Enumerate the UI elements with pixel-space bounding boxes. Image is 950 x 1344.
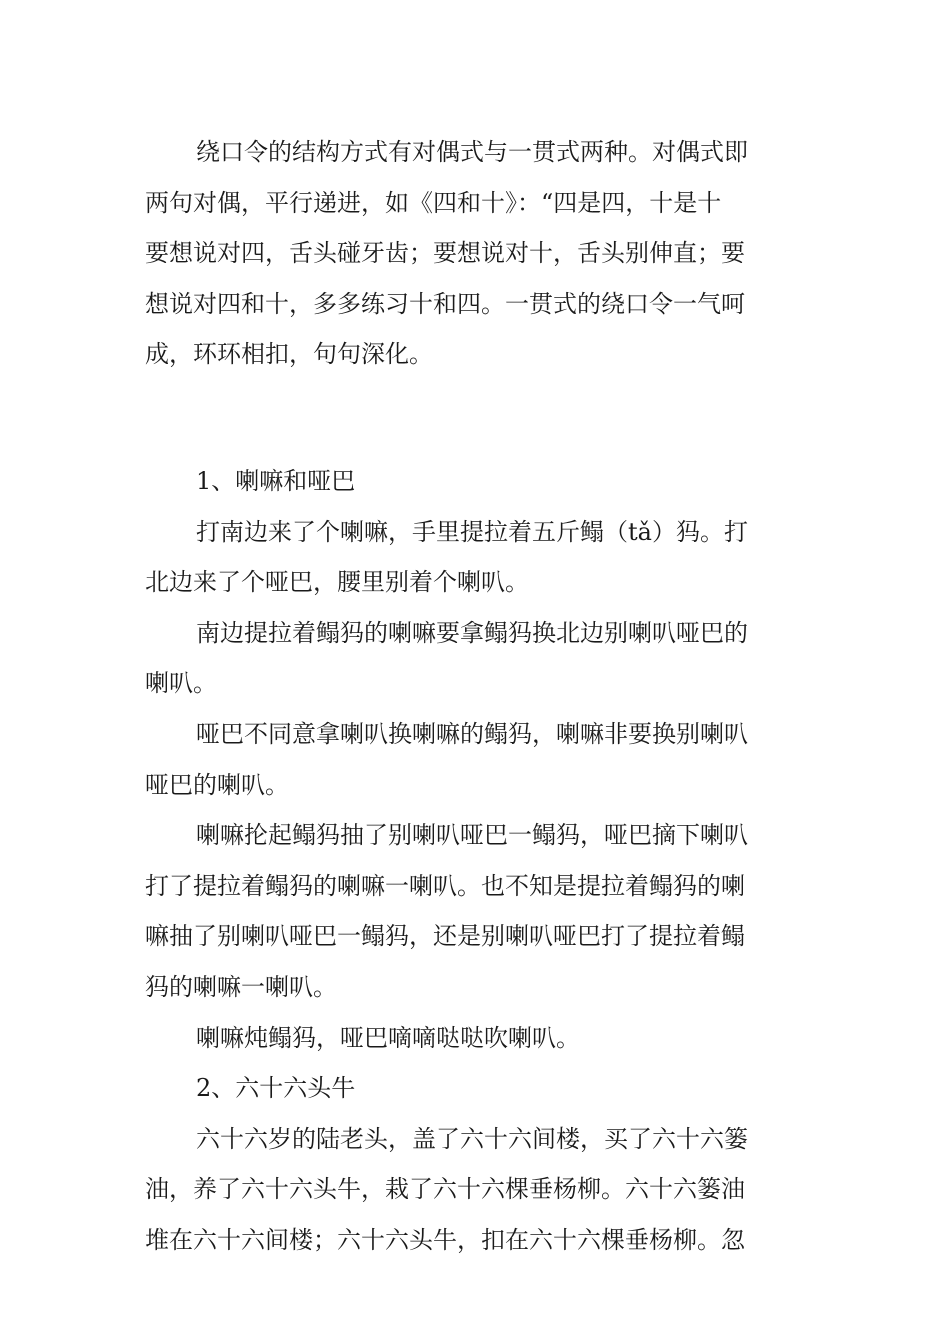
paragraph-line: 要想说对四，舌头碰牙齿；要想说对十，舌头别伸直；要 <box>145 239 745 268</box>
paragraph-line: 打南边来了个喇嘛，手里提拉着五斤鳎（tǎ）犸。打 <box>196 517 748 546</box>
paragraph-line: 六十六岁的陆老头，盖了六十六间楼，买了六十六篓 <box>196 1124 748 1153</box>
paragraph-line: 喇嘛炖鳎犸，哑巴嘀嘀哒哒吹喇叭。 <box>196 1023 580 1052</box>
paragraph <box>145 709 807 810</box>
document-page <box>145 127 807 1265</box>
paragraph-line: 南边提拉着鳎犸的喇嘛要拿鳎犸换北边别喇叭哑巴的 <box>196 618 748 647</box>
paragraph <box>145 608 807 709</box>
paragraph-line: 两句对偶，平行递进，如《四和十》：“四是四，十是十 <box>145 188 722 217</box>
paragraph-line: 想说对四和十，多多练习十和四。一贯式的绕口令一气呵 <box>145 289 745 318</box>
paragraph-line: 成，环环相扣，句句深化。 <box>145 340 433 369</box>
paragraph-line: 哑巴的喇叭。 <box>145 770 289 799</box>
paragraph <box>145 810 807 1012</box>
paragraph <box>145 507 807 608</box>
paragraph-line: 打了提拉着鳎犸的喇嘛一喇叭。也不知是提拉着鳎犸的喇 <box>145 871 745 900</box>
paragraph <box>145 1114 807 1266</box>
section-heading: 2、六十六头牛 <box>196 1074 356 1103</box>
paragraph-line: 犸的喇嘛一喇叭。 <box>145 972 337 1001</box>
paragraph-line: 嘛抽了别喇叭哑巴一鳎犸，还是别喇叭哑巴打了提拉着鳎 <box>145 922 745 951</box>
paragraph-line: 堆在六十六间楼；六十六头牛，扣在六十六棵垂杨柳。忽 <box>145 1225 745 1254</box>
section-1 <box>145 456 807 1063</box>
intro-paragraph <box>145 127 807 380</box>
paragraph-line: 北边来了个哑巴，腰里别着个喇叭。 <box>145 568 529 597</box>
paragraph-line: 绕口令的结构方式有对偶式与一贯式两种。对偶式即 <box>196 138 748 166</box>
paragraph-line: 哑巴不同意拿喇叭换喇嘛的鳎犸，喇嘛非要换别喇叭 <box>196 719 748 748</box>
section-spacer <box>145 380 807 456</box>
section-heading: 1、喇嘛和哑巴 <box>196 466 356 495</box>
section-2 <box>145 1063 807 1265</box>
paragraph <box>145 1013 807 1064</box>
paragraph-line: 油，养了六十六头牛，栽了六十六棵垂杨柳。六十六篓油 <box>145 1175 745 1204</box>
paragraph-line: 喇叭。 <box>145 669 217 698</box>
paragraph-line: 喇嘛抡起鳎犸抽了别喇叭哑巴一鳎犸，哑巴摘下喇叭 <box>196 821 748 850</box>
